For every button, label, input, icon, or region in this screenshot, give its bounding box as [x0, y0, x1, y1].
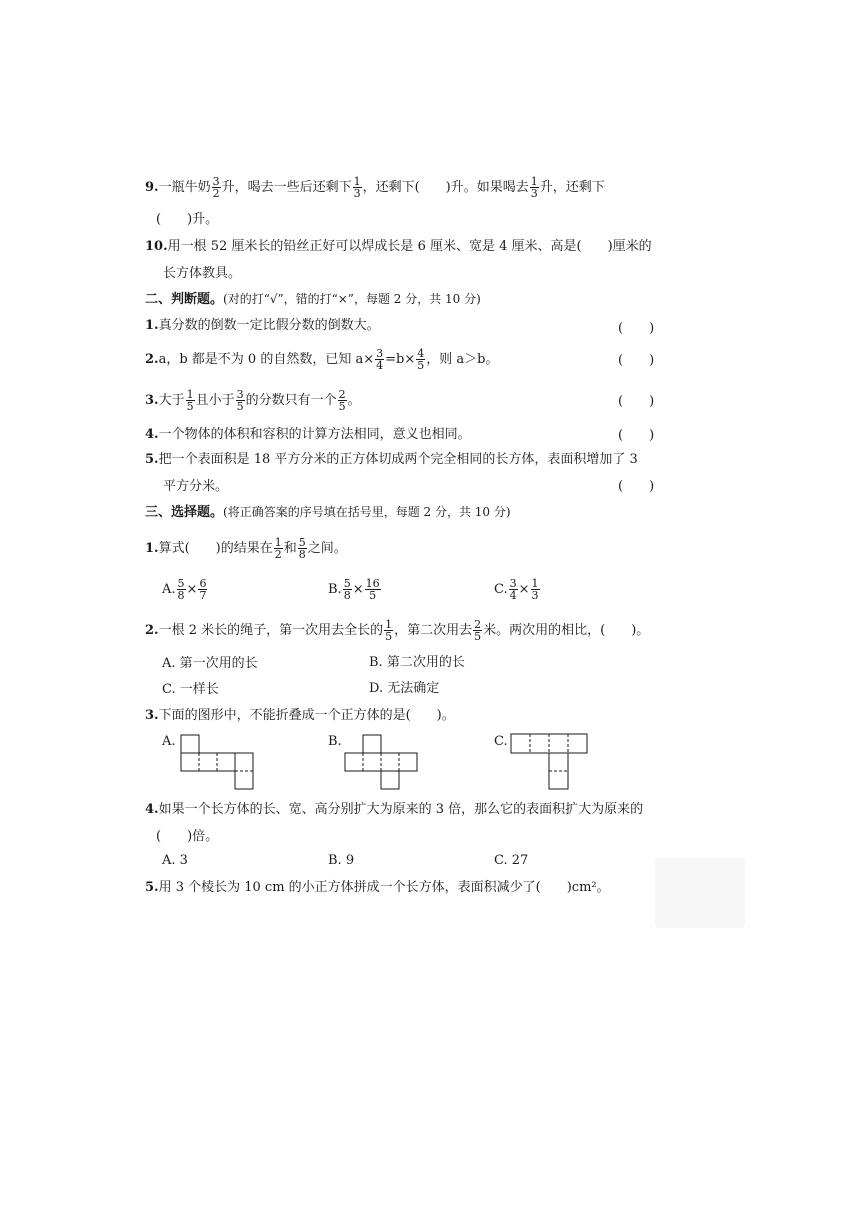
judge-question-1 [145, 317, 380, 335]
answer-parentheses[interactable]: ( ) [618, 479, 655, 494]
choice-4-option-c[interactable]: C. 27 [494, 853, 529, 868]
fraction: $\frac{1}{5}$ [186, 388, 194, 413]
choice-3-option-b-label[interactable]: B. [328, 734, 342, 749]
fraction: $\frac{3}{4}$ [376, 347, 384, 372]
question-text: 一个物体的体积和容积的计算方法相同，意义也相同。 [158, 427, 471, 442]
choice-1-option-b[interactable]: B. $\frac{5}{8}$ × $\frac{16}{5}$ [328, 577, 380, 602]
section-title: 三、选择题。 [145, 505, 224, 520]
fraction: $\frac{6}{7}$ [199, 577, 207, 602]
fraction: $\frac{2}{5}$ [338, 388, 346, 413]
question-text: 一根 2 米长的绳子，第一次用去全长的 [158, 623, 384, 638]
question-number: 3. [145, 393, 159, 408]
question-number: 9. [145, 180, 159, 195]
answer-parentheses[interactable]: ( ) [618, 428, 655, 443]
question-text: 和 [283, 541, 297, 556]
fraction: $\frac{1}{2}$ [274, 536, 282, 561]
choice-1-option-a[interactable]: A. $\frac{5}{8}$ × $\frac{6}{7}$ [162, 577, 207, 602]
question-number: 5. [145, 452, 159, 467]
fraction: $\frac{5}{8}$ [343, 577, 351, 602]
question-text: a，b 都是不为 0 的自然数，已知 a× [158, 352, 375, 367]
cube-net-c[interactable] [510, 733, 592, 791]
fraction: $\frac{16}{5}$ [365, 577, 380, 602]
fraction: $\frac{1}{3}$ [530, 175, 538, 200]
question-text: 下面的图形中，不能折叠成一个正方体的是( )。 [158, 708, 455, 723]
question-text: 且小于 [195, 393, 235, 408]
choice-2-option-b[interactable]: B. 第二次用的长 [369, 655, 465, 670]
question-number: 5. [145, 880, 159, 895]
fraction: $\frac{3}{2}$ [212, 175, 220, 200]
choice-4-option-a[interactable]: A. 3 [162, 853, 188, 868]
section-judge-title [145, 290, 481, 309]
choice-2-option-c[interactable]: C. 一样长 [162, 682, 219, 697]
question-text: 算式( )的结果在 [158, 541, 273, 556]
fraction: $\frac{1}{3}$ [531, 577, 539, 602]
question-text: 大于 [158, 393, 185, 408]
judge-question-2 [145, 348, 498, 371]
choice-1-option-c[interactable]: C. $\frac{3}{4}$ × $\frac{1}{3}$ [494, 577, 539, 602]
question-text: 。 [347, 393, 361, 408]
question-text: 用 3 个棱长为 10 cm 的小正方体拼成一个长方体，表面积减少了( )cm²。 [158, 880, 610, 895]
fraction: $\frac{4}{5}$ [417, 347, 425, 372]
question-number: 4. [145, 427, 159, 442]
answer-parentheses[interactable]: ( ) [618, 321, 655, 336]
fraction: $\frac{1}{5}$ [385, 618, 393, 643]
fraction: $\frac{3}{5}$ [236, 388, 244, 413]
choice-4-option-b[interactable]: B. 9 [328, 853, 355, 868]
choice-question-1 [145, 537, 347, 560]
question-text: 升，还剩下 [539, 180, 605, 195]
choice-3-option-c-label[interactable]: C. [494, 734, 508, 749]
question-10-line2: 长方体教具。 [163, 266, 242, 281]
fraction: $\frac{5}{8}$ [177, 577, 185, 602]
question-number: 1. [145, 541, 159, 556]
question-text: ，第二次用去 [394, 623, 473, 638]
question-number: 2. [145, 352, 159, 367]
judge-question-3 [145, 389, 361, 412]
judge-question-4 [145, 426, 471, 444]
question-number: 3. [145, 708, 159, 723]
question-number: 2. [145, 623, 159, 638]
choice-question-2 [145, 619, 649, 642]
question-number: 4. [145, 802, 159, 817]
question-text: ，则 a＞b。 [426, 352, 499, 367]
answer-parentheses[interactable]: ( ) [618, 353, 655, 368]
judge-question-5 [145, 451, 638, 469]
question-text: 如果一个长方体的长、宽、高分别扩大为原来的 3 倍，那么它的表面积扩大为原来的 [158, 802, 644, 817]
question-text: 米。两次用的相比，( )。 [483, 623, 650, 638]
choice-question-4-line2: ( )倍。 [156, 829, 219, 844]
cube-net-a[interactable] [180, 734, 258, 790]
scan-smudge [655, 858, 745, 928]
question-text: 的分数只有一个 [245, 393, 337, 408]
fraction: $\frac{5}{8}$ [298, 536, 306, 561]
choice-question-5 [145, 879, 610, 897]
question-text: 升，喝去一些后还剩下 [221, 180, 352, 195]
question-number: 1. [145, 318, 159, 333]
section-choice-title [145, 503, 511, 522]
judge-question-5-line2: 平方分米。 [163, 479, 229, 494]
choice-3-option-a-label[interactable]: A. [162, 734, 176, 749]
question-text: =b× [385, 352, 416, 367]
question-text: 把一个表面积是 18 平方分米的正方体切成两个完全相同的长方体，表面积增加了 3 [158, 452, 638, 467]
fraction: $\frac{1}{3}$ [353, 175, 361, 200]
question-number: 10. [145, 239, 168, 254]
question-9-line2: ( )升。 [156, 212, 219, 227]
fraction: $\frac{2}{5}$ [474, 618, 482, 643]
choice-2-option-a[interactable]: A. 第一次用的长 [162, 656, 258, 671]
fraction: $\frac{3}{4}$ [509, 577, 517, 602]
choice-question-4 [145, 801, 643, 819]
question-10 [145, 238, 652, 256]
section-note: (将正确答案的序号填在括号里，每题 2 分，共 10 分) [223, 505, 511, 519]
question-text: ，还剩下( )升。如果喝去 [362, 180, 529, 195]
question-9 [145, 176, 605, 199]
choice-question-3 [145, 707, 455, 725]
question-text: 一瓶牛奶 [158, 180, 211, 195]
cube-net-b[interactable] [344, 734, 422, 790]
choice-2-option-d[interactable]: D. 无法确定 [369, 681, 440, 696]
question-text: 真分数的倒数一定比假分数的倒数大。 [158, 318, 380, 333]
question-text: 用一根 52 厘米长的铅丝正好可以焊成长是 6 厘米、宽是 4 厘米、高是( )厘米的 [167, 239, 652, 254]
answer-parentheses[interactable]: ( ) [618, 394, 655, 409]
section-note: (对的打“√”，错的打“×”，每题 2 分，共 10 分) [223, 292, 481, 306]
section-title: 二、判断题。 [145, 292, 224, 307]
question-text: 之间。 [307, 541, 347, 556]
